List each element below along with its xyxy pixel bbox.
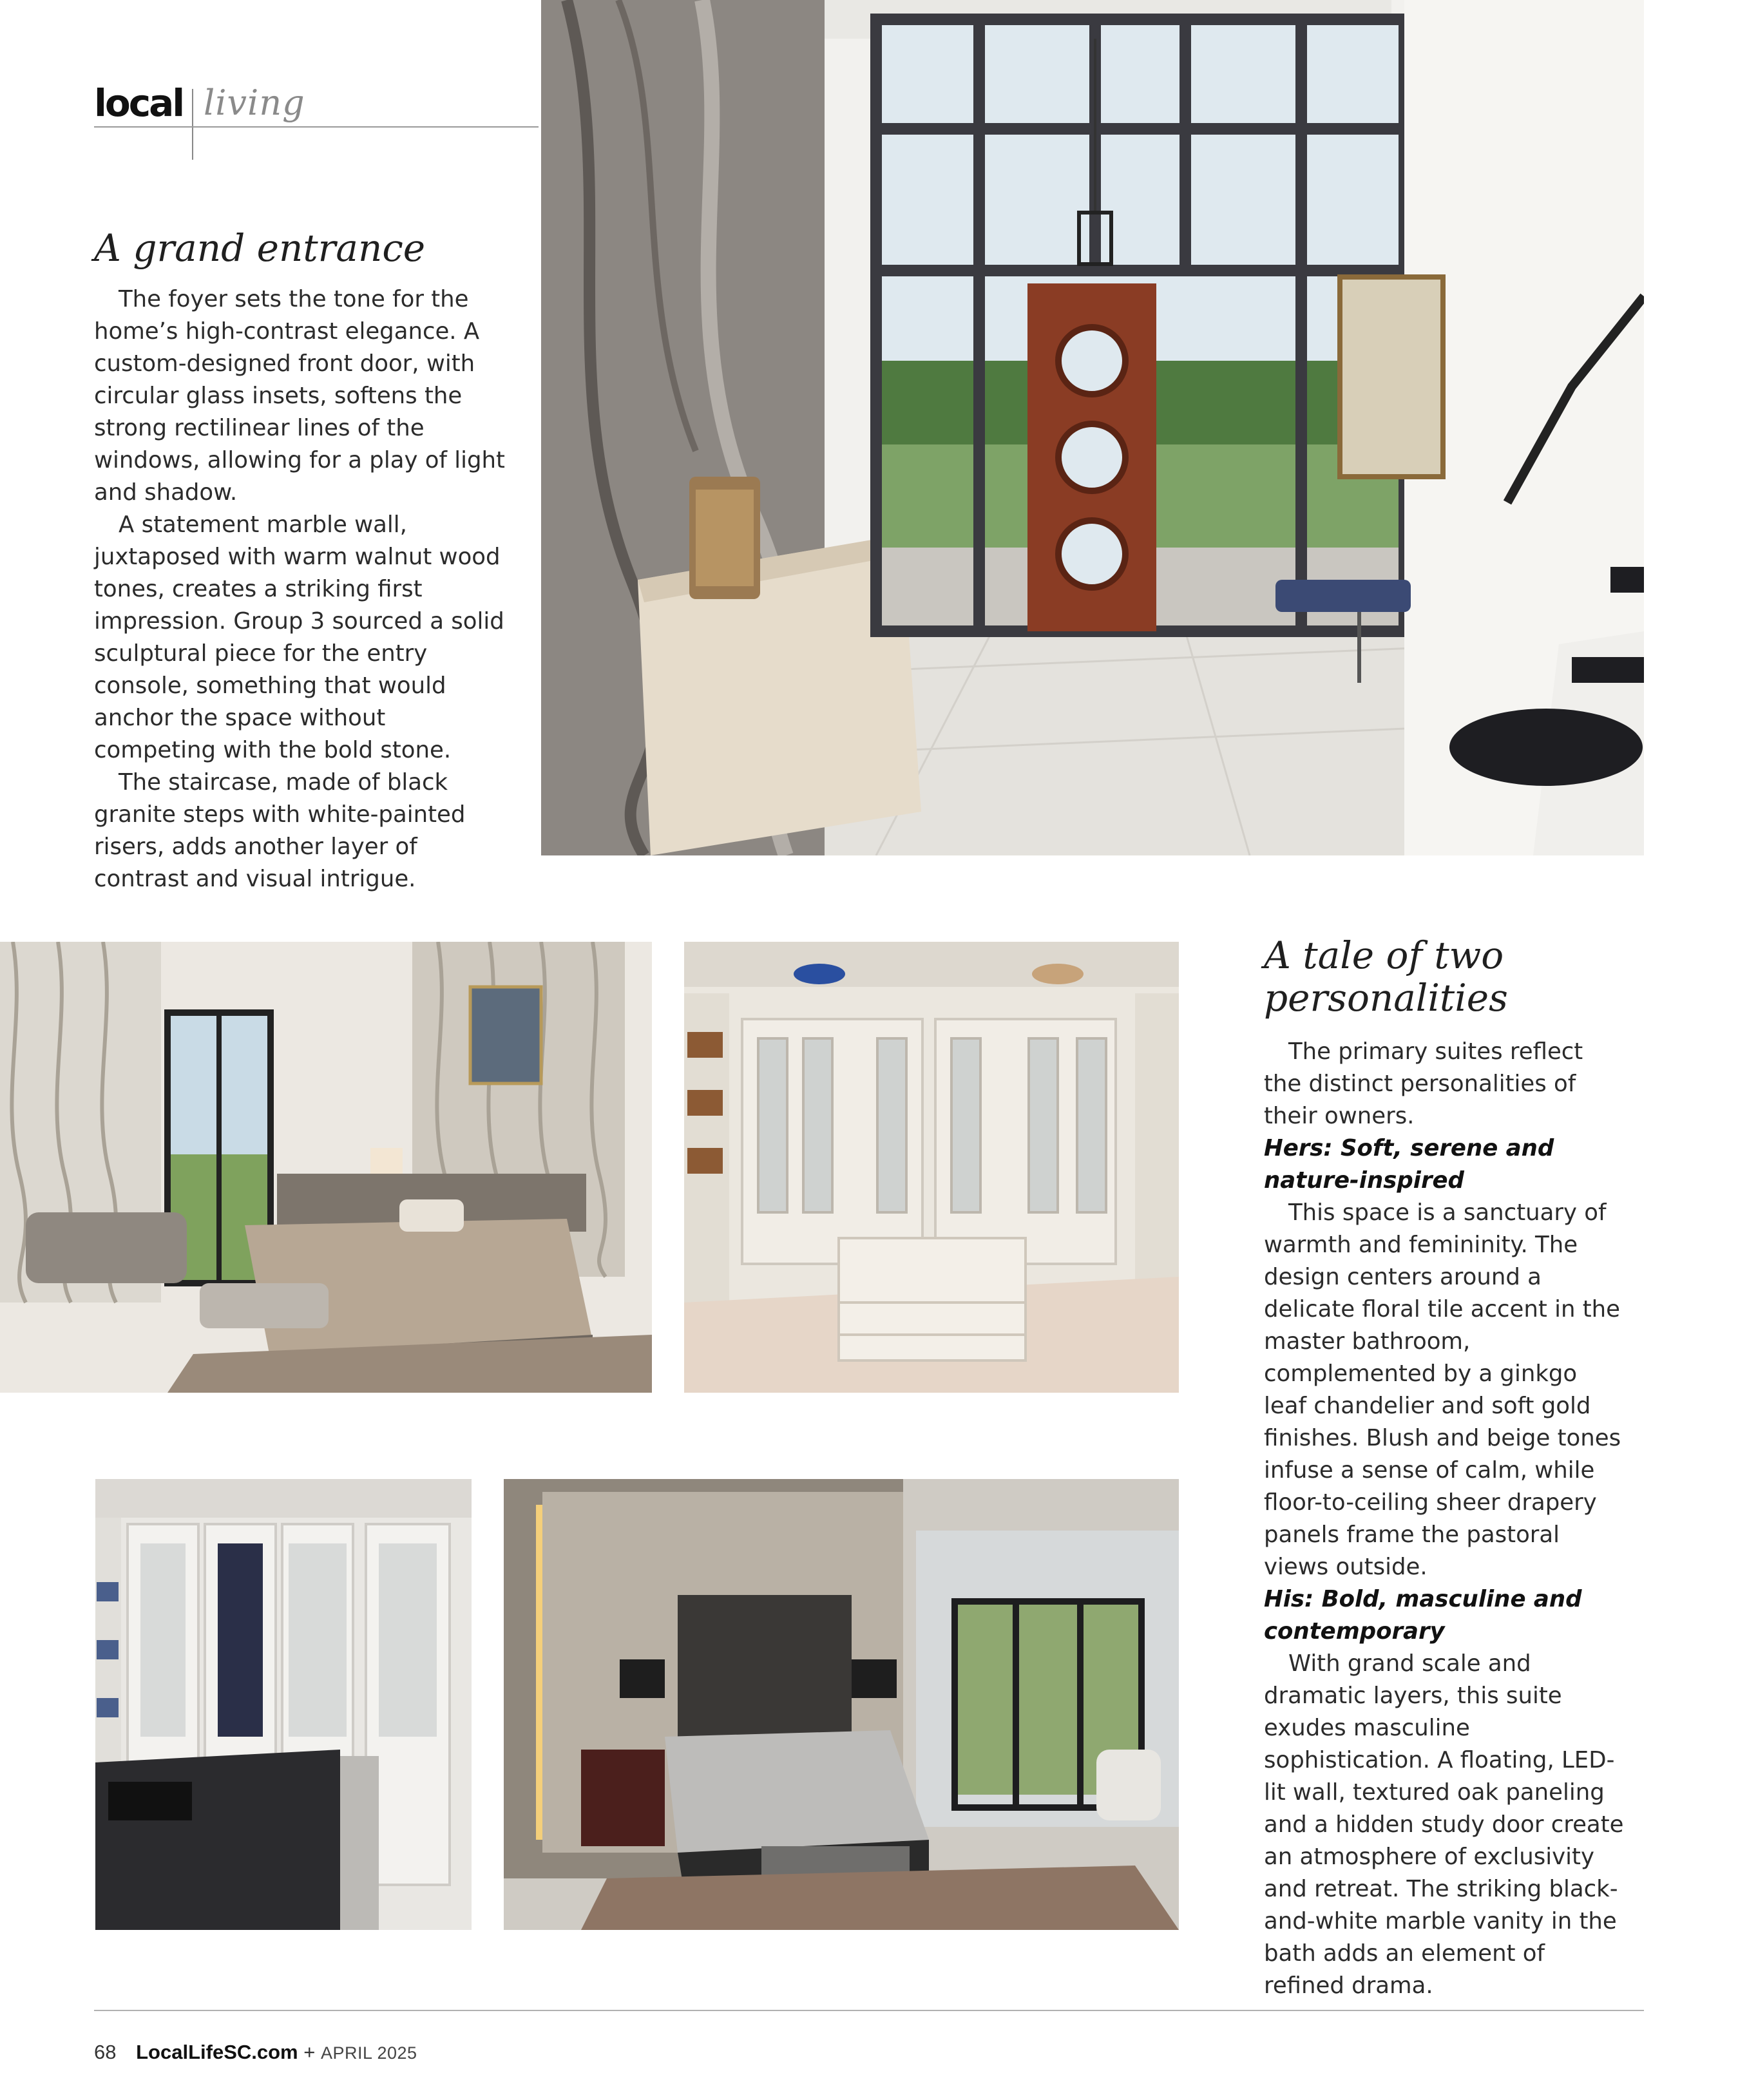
- footer-separator: +: [303, 2041, 316, 2063]
- article-grand-entrance-body: [94, 283, 513, 895]
- section-logo-local: local: [94, 81, 184, 125]
- his-closet-photo: [95, 1479, 472, 1930]
- foyer-photo: [541, 0, 1644, 855]
- subheading-his: His: Bold, masculine and contemporary: [1264, 1586, 1582, 1645]
- paragraph: A statement marble wall, juxtaposed with warm walnut wood tones, creates a striking first impression. Group 3 sourced a solid sculptural piece for the entry console, something that would anchor the space without competing with the bold stone.: [94, 511, 504, 763]
- heading-line: A tale of two: [1264, 933, 1504, 977]
- section-logo-divider: [192, 89, 193, 160]
- subheading-hers: Hers: Soft, serene and nature-inspired: [1264, 1135, 1554, 1194]
- article-personalities-body: [1264, 1036, 1625, 2002]
- footer-site-link[interactable]: LocalLifeSC.com: [136, 2041, 298, 2063]
- paragraph-his: With grand scale and dramatic layers, this suite exudes masculine sophistication. A floating, LED-lit wall, textured oak paneling and a hidden study door create an atmosphere of exclusivity and retreat. The striking black-and-white marble vanity in the bath adds an element of refined drama.: [1264, 1650, 1624, 1999]
- heading-grand-entrance: A grand entrance: [94, 226, 426, 270]
- hers-closet-photo: [684, 942, 1179, 1393]
- his-bedroom-photo: [504, 1479, 1179, 1930]
- paragraph: The foyer sets the tone for the home’s high-contrast elegance. A custom-designed front door, with circular glass insets, softens the strong rectilinear lines of the windows, allowing for a play of light and shadow.: [94, 286, 505, 506]
- paragraph-intro: The primary suites reflect the distinct personalities of their owners.: [1264, 1038, 1583, 1129]
- heading-line: personalities: [1264, 976, 1508, 1020]
- paragraph: The staircase, made of black granite steps with white-painted risers, adds another layer of contrast and visual intrigue.: [94, 769, 466, 892]
- page-footer: [94, 2041, 417, 2064]
- page-number: 68: [94, 2041, 117, 2063]
- paragraph-hers: This space is a sanctuary of warmth and femininity. The design centers around a delicate floral tile accent in the master bathroom, complemented by a ginkgo leaf chandelier and soft gold finishes. Blush and beige tones infuse a sense of calm, while floor-to-ceiling sheer drapery panels frame the pastoral views outside.: [1264, 1199, 1621, 1580]
- heading-tale-of-two-personalities: [1264, 934, 1508, 1019]
- hers-bedroom-photo: [0, 942, 652, 1393]
- header-rule: [94, 126, 539, 128]
- footer-rule: [94, 2010, 1644, 2011]
- section-logo-living: living: [204, 82, 305, 123]
- footer-issue-date: APRIL 2025: [320, 2043, 417, 2063]
